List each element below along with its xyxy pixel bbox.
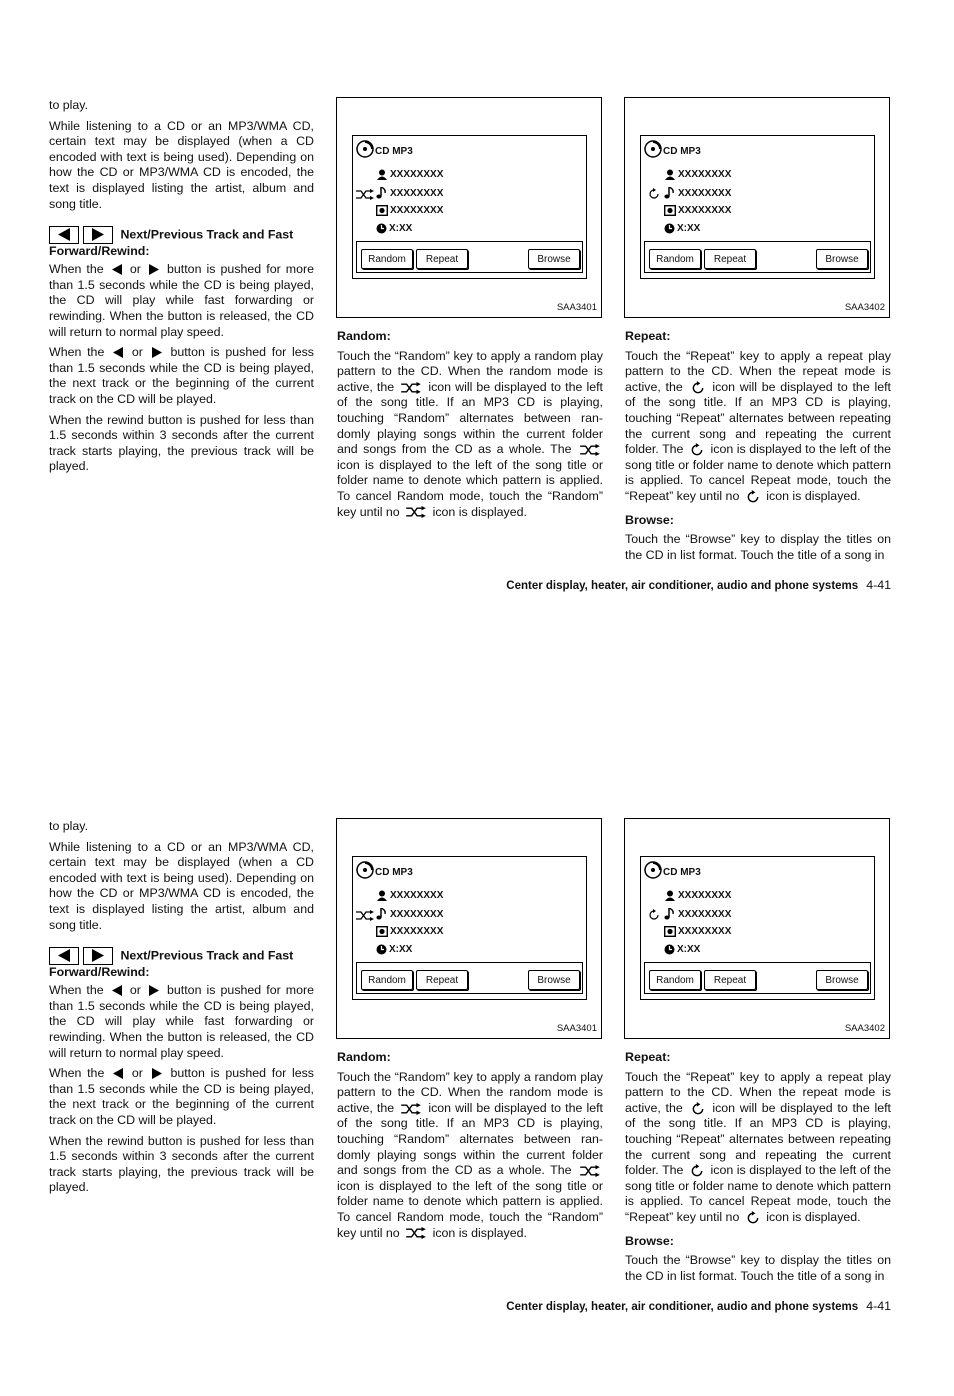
clock-icon — [664, 223, 675, 234]
random-paragraph — [337, 1070, 603, 1242]
footer-section-title: Center display, heater, air conditioner, audio and phone systems — [506, 1301, 859, 1313]
cd-disc-icon — [356, 140, 374, 158]
figure-label: SAA3402 — [844, 1023, 885, 1034]
time-row — [376, 944, 412, 955]
album-icon — [376, 205, 388, 216]
album-text: XXXXXXXX — [390, 205, 444, 216]
artist-icon — [376, 169, 388, 180]
next-arrow-icon — [152, 1068, 162, 1079]
paragraph-rewind: When the rewind button is pushed for less than 1.5 seconds within 3 seconds after the current track starts playing, the previous track will be played. — [49, 1133, 314, 1195]
time-row — [376, 223, 412, 234]
next-arrow-icon — [149, 985, 159, 996]
paragraph-short-press — [49, 345, 314, 407]
text: Touch the “Repeat” key to apply a repeat play pattern to the CD. When the repeat mode is active, the — [625, 348, 891, 394]
page-footer — [506, 1299, 891, 1313]
random-folder-icon — [580, 444, 600, 456]
repeat-icon — [691, 1102, 705, 1116]
text: icon is displayed. — [432, 1225, 527, 1240]
song-row — [376, 187, 443, 199]
repeat-button[interactable]: Repeat — [704, 970, 756, 990]
text: button is pushed for more than 1.5 seconds while the CD is being played, the CD will play while fast forwarding or rewinding. When the button is released, the CD will return to normal play speed. — [49, 262, 315, 339]
music-note-icon — [664, 908, 676, 920]
random-heading: Random: — [337, 1050, 391, 1064]
next-button-icon — [83, 226, 113, 244]
browse-button[interactable]: Browse — [816, 249, 868, 269]
nav-heading — [49, 226, 314, 259]
repeat-heading: Repeat: — [625, 1050, 671, 1064]
music-note-icon — [376, 908, 388, 920]
album-row — [664, 926, 731, 937]
artist-row — [376, 890, 443, 901]
screen-button-bar — [644, 962, 871, 994]
text: icon will be displayed to the left of the song title. If an MP3 CD is playing, touching “Repeat” alternates between repeating the current song and repeating the current folder. The — [625, 379, 891, 457]
browse-button[interactable]: Browse — [528, 970, 580, 990]
music-note-icon — [664, 187, 676, 199]
random-icon — [406, 506, 426, 518]
artist-icon — [664, 169, 676, 180]
browse-heading: Browse: — [625, 1233, 674, 1248]
text: icon is displayed to the left of the song title or folder name to denote which pattern is applied. To cancel Random mode, touch the “Random” key until no — [337, 457, 603, 519]
text: icon is displayed to the left of the song title or folder name to denote which pattern is applied. To cancel Random mode, touch the “Random” key until no — [337, 1178, 603, 1240]
next-arrow-icon — [152, 347, 162, 358]
song-text: XXXXXXXX — [678, 908, 732, 920]
song-text: XXXXXXXX — [678, 187, 732, 199]
repeat-folder-icon — [690, 1164, 704, 1178]
text: icon will be displayed to the left of the song title. If an MP3 CD is playing, touching “Random” alternates between ran-domly playing songs within the current folder and songs from the CD as a whole. The — [337, 379, 603, 457]
repeat-section — [625, 1050, 891, 1289]
text: or — [131, 345, 143, 360]
repeat-icon — [648, 909, 660, 921]
nav-heading-text: Next/Previous Track and Fast — [120, 948, 294, 963]
paragraph-intro: While listening to a CD or an MP3/WMA CD, certain text may be displayed (when a CD encoded with text is being used). Depending on how the CD or MP3/WMA CD is encoded, the text is displayed listing the artist, album and song title. — [49, 839, 314, 932]
figure-label: SAA3402 — [844, 302, 885, 313]
browse-paragraph: Touch the “Browse” key to display the titles on the CD in list format. Touch the title of a song in — [625, 532, 891, 562]
album-text: XXXXXXXX — [678, 205, 732, 216]
text: icon is displayed to the left of the song title or folder name to denote which pattern is applied. To cancel Repeat mode, touch the “Repeat” key until no — [625, 1163, 891, 1224]
previous-arrow-icon — [113, 347, 123, 358]
screen-title: CD MP3 — [663, 867, 701, 878]
left-column — [49, 98, 314, 480]
figure-random-screen — [336, 97, 602, 318]
album-row — [664, 205, 731, 216]
repeat-button[interactable]: Repeat — [416, 249, 468, 269]
screen-title: CD MP3 — [375, 867, 413, 878]
screen-title: CD MP3 — [375, 146, 413, 157]
paragraph-rewind: When the rewind button is pushed for less than 1.5 seconds within 3 seconds after the current track starts playing, the previous track will be played. — [49, 412, 314, 474]
paragraph-long-press — [49, 262, 314, 340]
nav-heading — [49, 947, 314, 980]
paragraph-intro: While listening to a CD or an MP3/WMA CD, certain text may be displayed (when a CD encoded with text is being used). Depending on how the CD or MP3/WMA CD is encoded, the text is displayed listing the artist, album and song title. — [49, 118, 314, 211]
repeat-icon — [746, 1211, 760, 1225]
artist-text: XXXXXXXX — [678, 890, 732, 901]
text: Touch the “Random” key to apply a random play pattern to the CD. When the random mode is active, the — [337, 1069, 603, 1115]
artist-text: XXXXXXXX — [390, 890, 444, 901]
manual-page — [0, 0, 954, 675]
previous-arrow-icon — [112, 264, 122, 275]
random-icon — [406, 1227, 426, 1239]
random-icon — [401, 1103, 421, 1115]
random-button[interactable]: Random — [361, 970, 413, 990]
song-text: XXXXXXXX — [390, 187, 444, 199]
album-text: XXXXXXXX — [678, 926, 732, 937]
text: icon is displayed. — [766, 488, 861, 503]
previous-arrow-icon — [113, 1068, 123, 1079]
next-button-icon — [83, 947, 113, 965]
screen-button-bar — [356, 241, 583, 273]
screen-button-bar — [356, 962, 583, 994]
album-icon — [376, 926, 388, 937]
music-note-icon — [376, 187, 388, 199]
text: Touch the “Random” key to apply a random play pattern to the CD. When the random mode is active, the — [337, 348, 603, 394]
repeat-icon — [691, 381, 705, 395]
artist-row — [664, 890, 731, 901]
footer-section-title: Center display, heater, air conditioner, audio and phone systems — [506, 580, 859, 592]
text: icon is displayed. — [766, 1209, 861, 1224]
previous-button-icon — [49, 947, 79, 965]
album-icon — [664, 926, 676, 937]
text: button is pushed for more than 1.5 seconds while the CD is being played, the CD will play while fast forwarding or rewinding. When the button is released, the CD will return to normal play speed. — [49, 983, 315, 1060]
artist-text: XXXXXXXX — [390, 169, 444, 180]
browse-heading: Browse: — [625, 512, 674, 527]
random-button[interactable]: Random — [649, 249, 701, 269]
paragraph-short-press — [49, 1066, 314, 1128]
random-icon — [356, 189, 374, 200]
figure-random-screen — [336, 818, 602, 1039]
random-folder-icon — [580, 1165, 600, 1177]
artist-icon — [664, 890, 676, 901]
text: or — [131, 1066, 143, 1081]
figure-repeat-screen — [624, 818, 890, 1039]
text: icon will be displayed to the left of the song title. If an MP3 CD is playing, touching “Repeat” alternates between repeating the current song and repeating the current folder. The — [625, 1100, 891, 1178]
figure-label: SAA3401 — [556, 302, 597, 313]
time-text: X:XX — [389, 944, 413, 955]
repeat-heading: Repeat: — [625, 329, 671, 343]
artist-icon — [376, 890, 388, 901]
album-text: XXXXXXXX — [390, 926, 444, 937]
random-icon — [401, 382, 421, 394]
page-footer — [506, 578, 891, 592]
time-text: X:XX — [389, 223, 413, 234]
repeat-icon — [746, 490, 760, 504]
song-row — [664, 908, 731, 920]
nav-heading-text: Next/Previous Track and Fast — [120, 227, 294, 242]
paragraph-to-play: to play. — [49, 819, 89, 833]
time-row — [664, 944, 700, 955]
browse-button[interactable]: Browse — [816, 970, 868, 990]
repeat-icon — [648, 188, 660, 200]
cd-screen — [352, 135, 587, 279]
nav-heading-text-2: Forward/Rewind: — [49, 244, 150, 259]
album-row — [376, 926, 443, 937]
repeat-button[interactable]: Repeat — [704, 249, 756, 269]
text: icon will be displayed to the left of the song title. If an MP3 CD is playing, touching “Random” alternates between ran-domly playing songs within the current folder and songs from the CD as a whole. The — [337, 1100, 603, 1178]
text: Touch the “Repeat” key to apply a repeat play pattern to the CD. When the repeat mode is active, the — [625, 1069, 891, 1115]
text: or — [129, 262, 141, 277]
manual-page-duplicate — [0, 721, 954, 1396]
left-column — [49, 819, 314, 1201]
album-icon — [664, 205, 676, 216]
text: or — [129, 983, 141, 998]
previous-button-icon — [49, 226, 79, 244]
paragraph-long-press — [49, 983, 314, 1061]
repeat-button[interactable]: Repeat — [416, 970, 468, 990]
album-row — [376, 205, 443, 216]
cd-screen — [640, 856, 875, 1000]
screen-button-bar — [644, 241, 871, 273]
text: button is pushed for less than 1.5 seconds while the CD is being played, the next track or the beginning of the current track on the CD will be played. — [49, 1066, 315, 1127]
artist-row — [376, 169, 443, 180]
screen-title: CD MP3 — [663, 146, 701, 157]
time-row — [664, 223, 700, 234]
artist-text: XXXXXXXX — [678, 169, 732, 180]
nav-heading-text-2: Forward/Rewind: — [49, 965, 150, 980]
song-row — [376, 908, 443, 920]
random-paragraph — [337, 349, 603, 521]
next-arrow-icon — [149, 264, 159, 275]
random-button[interactable]: Random — [649, 970, 701, 990]
cd-disc-icon — [356, 861, 374, 879]
previous-arrow-icon — [112, 985, 122, 996]
text: When the — [49, 262, 104, 277]
cd-screen — [352, 856, 587, 1000]
random-button[interactable]: Random — [361, 249, 413, 269]
browse-button[interactable]: Browse — [528, 249, 580, 269]
text: button is pushed for less than 1.5 seconds while the CD is being played, the next track or the beginning of the current track on the CD will be played. — [49, 345, 315, 406]
random-heading: Random: — [337, 329, 391, 343]
page-number: 4-41 — [866, 1299, 891, 1313]
clock-icon — [376, 223, 387, 234]
cd-disc-icon — [644, 140, 662, 158]
cd-disc-icon — [644, 861, 662, 879]
song-row — [664, 187, 731, 199]
text: When the — [49, 983, 104, 998]
repeat-section — [625, 329, 891, 568]
text: When the — [49, 345, 105, 360]
song-text: XXXXXXXX — [390, 908, 444, 920]
browse-paragraph: Touch the “Browse” key to display the titles on the CD in list format. Touch the title of a song in — [625, 1253, 891, 1283]
figure-label: SAA3401 — [556, 1023, 597, 1034]
random-section — [337, 329, 603, 525]
text: When the — [49, 1066, 105, 1081]
artist-row — [664, 169, 731, 180]
paragraph-to-play: to play. — [49, 98, 89, 112]
figure-repeat-screen — [624, 97, 890, 318]
repeat-paragraph — [625, 349, 891, 505]
time-text: X:XX — [677, 223, 701, 234]
clock-icon — [664, 944, 675, 955]
clock-icon — [376, 944, 387, 955]
cd-screen — [640, 135, 875, 279]
repeat-folder-icon — [690, 443, 704, 457]
time-text: X:XX — [677, 944, 701, 955]
random-icon — [356, 910, 374, 921]
page-number: 4-41 — [866, 578, 891, 592]
text: icon is displayed. — [432, 504, 527, 519]
repeat-paragraph — [625, 1070, 891, 1226]
random-section — [337, 1050, 603, 1246]
text: icon is displayed to the left of the song title or folder name to denote which pattern is applied. To cancel Repeat mode, touch the “Repeat” key until no — [625, 442, 891, 503]
